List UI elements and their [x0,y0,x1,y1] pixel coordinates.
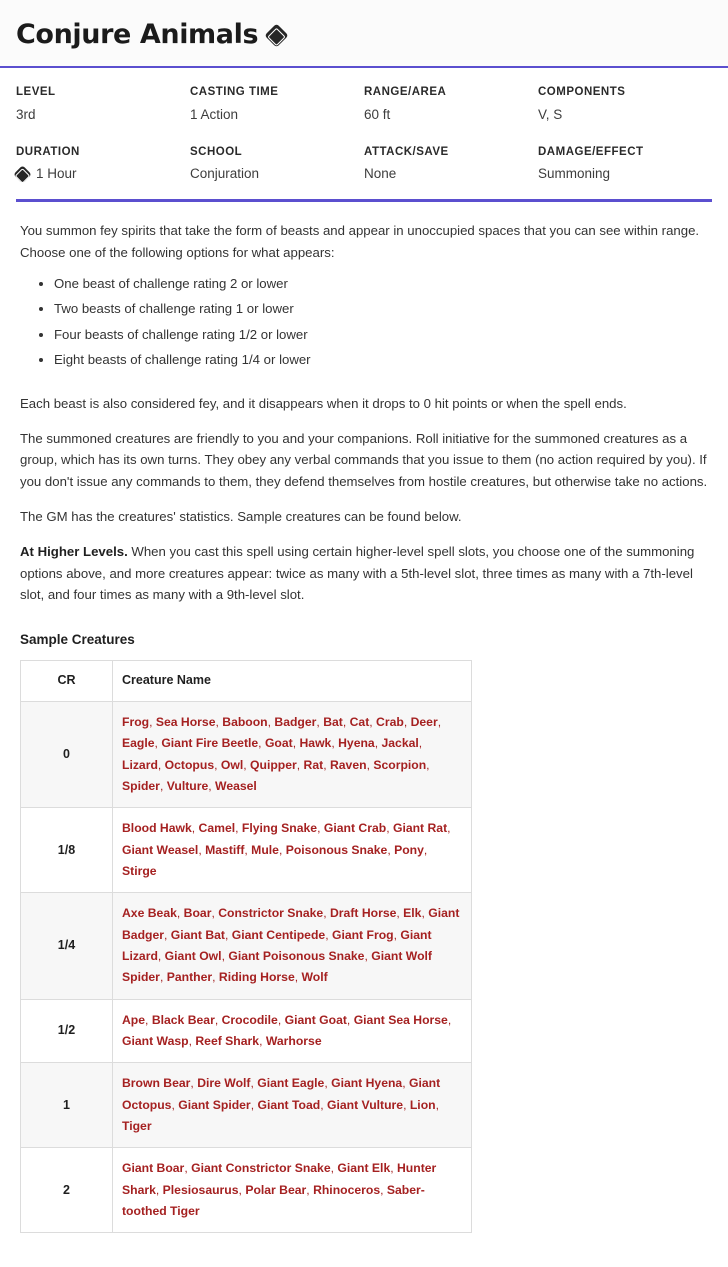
creature-link[interactable]: Hunter Shark [122,1161,437,1197]
creature-link[interactable]: Rat [303,757,324,772]
stat-components-label: COMPONENTS [538,85,626,98]
creature-link[interactable]: Rhinoceros [313,1182,381,1197]
higher-levels-label: At Higher Levels. [20,544,128,560]
list-separator: , [390,1161,397,1176]
creature-link[interactable]: Camel [198,821,236,836]
creature-link[interactable]: Weasel [215,778,257,793]
creature-link[interactable]: Jackal [381,736,419,751]
list-item: • Four beasts of challenge rating 1/2 or lower [54,324,712,345]
creature-link[interactable]: Hyena [338,736,375,751]
creature-link[interactable]: Axe Beak [122,906,177,921]
creature-link[interactable]: Bat [323,714,343,729]
creature-link[interactable]: Giant Owl [164,948,222,963]
list-item: • Eight beasts of challenge rating 1/4 or lower [54,349,712,370]
list-separator: , [418,736,423,751]
list-separator: , [155,1182,163,1197]
creature-link[interactable]: Giant Hyena [331,1076,403,1091]
stat-duration-label: DURATION [16,145,80,158]
cell-cr: 2 [21,1148,113,1233]
creature-link[interactable]: Giant Rat [392,821,448,836]
stat-school [190,144,364,186]
stat-attack-save-label: ATTACK/SAVE [364,145,449,158]
creature-link[interactable]: Lizard [122,757,158,772]
stat-damage-effect-label: DAMAGE/EFFECT [538,145,644,158]
creature-link[interactable]: Giant Toad [257,1097,321,1112]
list-separator: , [250,1097,258,1112]
list-separator: , [159,778,167,793]
stat-range-area-text: 60 ft [364,106,391,122]
stat-casting-time-value [190,105,354,126]
list-separator: , [323,757,330,772]
creature-link[interactable]: Giant Wolf Spider [122,948,432,985]
creature-link[interactable]: Giant Constrictor Snake [191,1161,331,1176]
spell-stat-block [16,84,712,202]
stat-level [16,84,190,126]
creature-link[interactable]: Flying Snake [241,821,318,836]
list-separator: , [426,757,430,772]
creature-link[interactable]: Giant Badger [122,906,460,942]
column-header-cr: CR [21,661,113,701]
creature-link[interactable]: Warhorse [265,1033,322,1048]
stat-range-area-label: RANGE/AREA [364,85,447,98]
list-separator: , [176,906,184,921]
stat-duration-value [16,164,180,185]
list-separator: , [323,906,330,921]
creature-link[interactable]: Black Bear [151,1012,215,1027]
creature-link[interactable]: Eagle [122,736,155,751]
creature-link[interactable]: Plesiosaurus [162,1182,239,1197]
creature-link[interactable]: Giant Bat [170,927,225,942]
stat-attack-save-text: None [364,166,397,182]
cell-creature-names [113,893,472,999]
table-head [21,661,472,701]
creature-link[interactable]: Goat [264,736,293,751]
list-separator: , [369,714,377,729]
cell-creature-names [113,1063,472,1148]
creature-link[interactable]: Baboon [222,714,268,729]
list-separator: , [250,1076,258,1091]
creature-link[interactable]: Crocodile [221,1012,278,1027]
list-separator: , [403,714,411,729]
list-separator: , [212,970,219,985]
list-separator: , [296,757,304,772]
creature-link[interactable]: Lion [409,1097,436,1112]
stat-components-value [538,105,702,126]
spell-title-bar [0,0,728,68]
stat-damage-effect-text: Summoning [538,166,611,182]
list-separator: , [331,736,339,751]
creature-link[interactable]: Spider [122,778,160,793]
list-separator: , [157,948,165,963]
list-separator: , [243,757,251,772]
list-separator: , [184,1161,192,1176]
cell-creature-names [113,701,472,807]
list-separator: , [316,714,324,729]
creature-link[interactable]: Giant Wasp [122,1033,189,1048]
list-separator: , [437,714,442,729]
cell-cr: 0 [21,701,113,807]
column-header-creature-name: Creature Name [113,661,472,701]
table-header-row [21,661,472,701]
creature-link[interactable]: Vulture [166,778,209,793]
list-separator: , [366,757,374,772]
stat-components-text: V, S [538,106,563,122]
creature-link[interactable]: Giant Fire Beetle [161,736,259,751]
list-separator: , [211,906,219,921]
summon-options-list [20,273,712,371]
creature-link[interactable]: Giant Spider [178,1097,251,1112]
stat-components [538,84,712,126]
list-item: • One beast of challenge rating 2 or lower [54,273,712,294]
higher-levels-text: When you cast this spell using certain higher-level spell slots, you choose one of the summoning options above, and more creatures appear: twice as many with a 5th-level slot, three times as many with a 7th-level slot, and four times as many with a 9th-level slot. [20,544,695,603]
list-separator: , [421,906,429,921]
creature-link[interactable]: Elk [403,906,422,921]
list-separator: , [208,778,216,793]
creature-link[interactable]: Giant Octopus [122,1076,441,1112]
creature-link[interactable]: Giant Poisonous Snake [228,948,365,963]
table-row [21,808,472,893]
creature-link[interactable]: Hawk [299,736,332,751]
list-separator: , [164,927,171,942]
cell-cr: 1/4 [21,893,113,999]
creature-link[interactable]: Polar Bear [245,1182,307,1197]
creature-link[interactable]: Cat [349,714,370,729]
list-separator: , [235,821,242,836]
creature-link[interactable]: Brown Bear [122,1076,191,1091]
table-row [21,893,472,999]
table-row [21,999,472,1063]
cell-creature-names [113,999,472,1063]
list-separator: , [238,1182,246,1197]
creature-link[interactable]: Crab [376,714,404,729]
creature-link[interactable]: Giant Lizard [122,927,432,963]
spell-description [0,202,728,1267]
list-separator: , [396,906,404,921]
cell-cr: 1/2 [21,999,113,1063]
list-separator: , [317,821,324,836]
stat-casting-time [190,84,364,126]
creature-link[interactable]: Saber-toothed Tiger [122,1182,425,1219]
creature-link[interactable]: Poisonous Snake [285,842,388,857]
list-separator: , [258,736,265,751]
creature-link[interactable]: Quipper [250,757,297,772]
creature-link[interactable]: Giant Sea Horse [353,1012,448,1027]
creature-link[interactable]: Mule [251,842,279,857]
page-title [16,14,712,56]
description-intro: You summon fey spirits that take the form of beasts and appear in unoccupied spaces that you can see within range. Choose one of the following options for what appears: [20,223,700,260]
creature-link[interactable]: Stirge [122,863,157,878]
creature-link[interactable]: Tiger [122,1119,152,1134]
list-separator: , [380,1182,387,1197]
list-separator: , [423,842,428,857]
list-separator: , [364,948,372,963]
list-separator: , [145,1012,152,1027]
stat-attack-save-value [364,164,528,185]
creature-link[interactable]: Constrictor Snake [218,906,324,921]
list-separator: , [224,927,232,942]
list-separator: , [149,714,156,729]
creature-link[interactable]: Scorpion [373,757,427,772]
creature-link[interactable]: Mastiff [205,842,245,857]
stat-damage-effect [538,144,712,186]
stat-level-value [16,105,180,126]
list-item: • Two beasts of challenge rating 1 or lower [54,298,712,319]
creature-link[interactable]: Pony [394,842,424,857]
list-separator: , [215,714,223,729]
list-separator: , [324,1076,332,1091]
list-separator: , [244,842,252,857]
creature-link[interactable]: Dire Wolf [197,1076,251,1091]
list-separator: , [447,821,451,836]
creature-link[interactable]: Draft Horse [330,906,397,921]
stat-school-text: Conjuration [190,166,260,182]
stat-duration [16,144,190,186]
list-separator: , [171,1097,179,1112]
list-separator: , [325,927,332,942]
list-separator: , [259,1033,266,1048]
list-separator: , [267,714,275,729]
creature-link[interactable]: Giant Crab [323,821,387,836]
table-row [21,701,472,807]
creature-link[interactable]: Giant Boar [122,1161,185,1176]
creature-link[interactable]: Giant Goat [284,1012,347,1027]
description-fey: Each beast is also considered fey, and it disappears when it drops to 0 hit points or when the spell ends. [20,395,627,411]
stat-row-1 [16,84,712,126]
creature-link[interactable]: Giant Eagle [257,1076,325,1091]
creature-link[interactable]: Giant Frog [331,927,394,942]
creature-link[interactable]: Owl [220,757,244,772]
list-separator: , [435,1097,439,1112]
stat-level-text: 3rd [16,106,36,122]
cell-creature-names [113,1148,472,1233]
description-gm: The GM has the creatures' statistics. Sample creatures can be found below. [20,509,462,525]
table-row [21,1148,472,1233]
creature-link[interactable]: Blood Hawk [122,821,192,836]
list-separator: , [292,736,300,751]
list-separator: , [346,1012,354,1027]
stat-range-area [364,84,538,126]
list-separator: , [154,736,162,751]
creature-link[interactable]: Boar [183,906,212,921]
stat-school-value [190,164,354,185]
creature-link[interactable]: Giant Vulture [327,1097,404,1112]
stat-damage-effect-value [538,164,702,185]
creature-link[interactable]: Badger [274,714,317,729]
creature-link[interactable]: Panther [166,970,213,985]
list-separator: , [342,714,350,729]
stat-casting-time-text: 1 Action [190,106,239,122]
creature-link[interactable]: Riding Horse [218,970,295,985]
list-separator: , [387,842,395,857]
concentration-gem-icon [265,24,289,48]
list-separator: , [320,1097,327,1112]
list-separator: , [214,757,221,772]
creature-link[interactable]: Octopus [164,757,215,772]
list-separator: , [198,842,206,857]
stat-range-area-value [364,105,528,126]
creature-link[interactable]: Wolf [301,970,328,985]
list-separator: , [221,948,229,963]
list-separator: , [330,1161,338,1176]
creature-link[interactable]: Giant Weasel [122,842,199,857]
stat-attack-save [364,144,538,186]
list-separator: , [402,1076,409,1091]
stat-duration-text: 1 Hour [36,166,77,182]
list-separator: , [374,736,382,751]
list-separator: , [188,1033,196,1048]
stat-level-label: LEVEL [16,85,56,98]
table-body [21,701,472,1233]
list-separator: , [294,970,302,985]
list-separator: , [447,1012,452,1027]
creature-link[interactable]: Giant Elk [337,1161,391,1176]
creature-link[interactable]: Sea Horse [155,714,216,729]
list-separator: , [403,1097,410,1112]
list-separator: , [393,927,401,942]
stat-row-2 [16,144,712,186]
list-separator: , [191,821,199,836]
list-separator: , [306,1182,314,1197]
cell-creature-names [113,808,472,893]
list-separator: , [157,757,165,772]
cell-cr: 1/8 [21,808,113,893]
spell-name: Conjure Animals [16,19,259,50]
creature-link[interactable]: Ape [122,1012,146,1027]
list-separator: , [278,842,286,857]
list-separator: , [159,970,167,985]
sample-creatures-heading: Sample Creatures [20,631,135,647]
creature-link[interactable]: Raven [329,757,367,772]
list-separator: , [214,1012,222,1027]
list-separator: , [386,821,393,836]
stat-school-label: SCHOOL [190,145,243,158]
creature-link[interactable]: Frog [122,714,150,729]
concentration-gem-icon [13,166,31,184]
list-separator: , [190,1076,198,1091]
cell-cr: 1 [21,1063,113,1148]
list-separator: , [277,1012,285,1027]
table-row [21,1063,472,1148]
creature-link[interactable]: Giant Centipede [231,927,326,942]
stat-casting-time-label: CASTING TIME [190,85,279,98]
description-friendly: The summoned creatures are friendly to you and your companions. Roll initiative for the summoned creatures as a group, which has its own turns. They obey any verbal commands that you issue to them (no action required by you). If you don't issue any commands to them, they defend themselves from hostile creatures, but otherwise take no actions. [20,430,708,489]
sample-creatures-table [20,660,472,1233]
creature-link[interactable]: Reef Shark [195,1033,260,1048]
higher-levels-paragraph [20,541,712,605]
creature-link[interactable]: Deer [410,714,438,729]
